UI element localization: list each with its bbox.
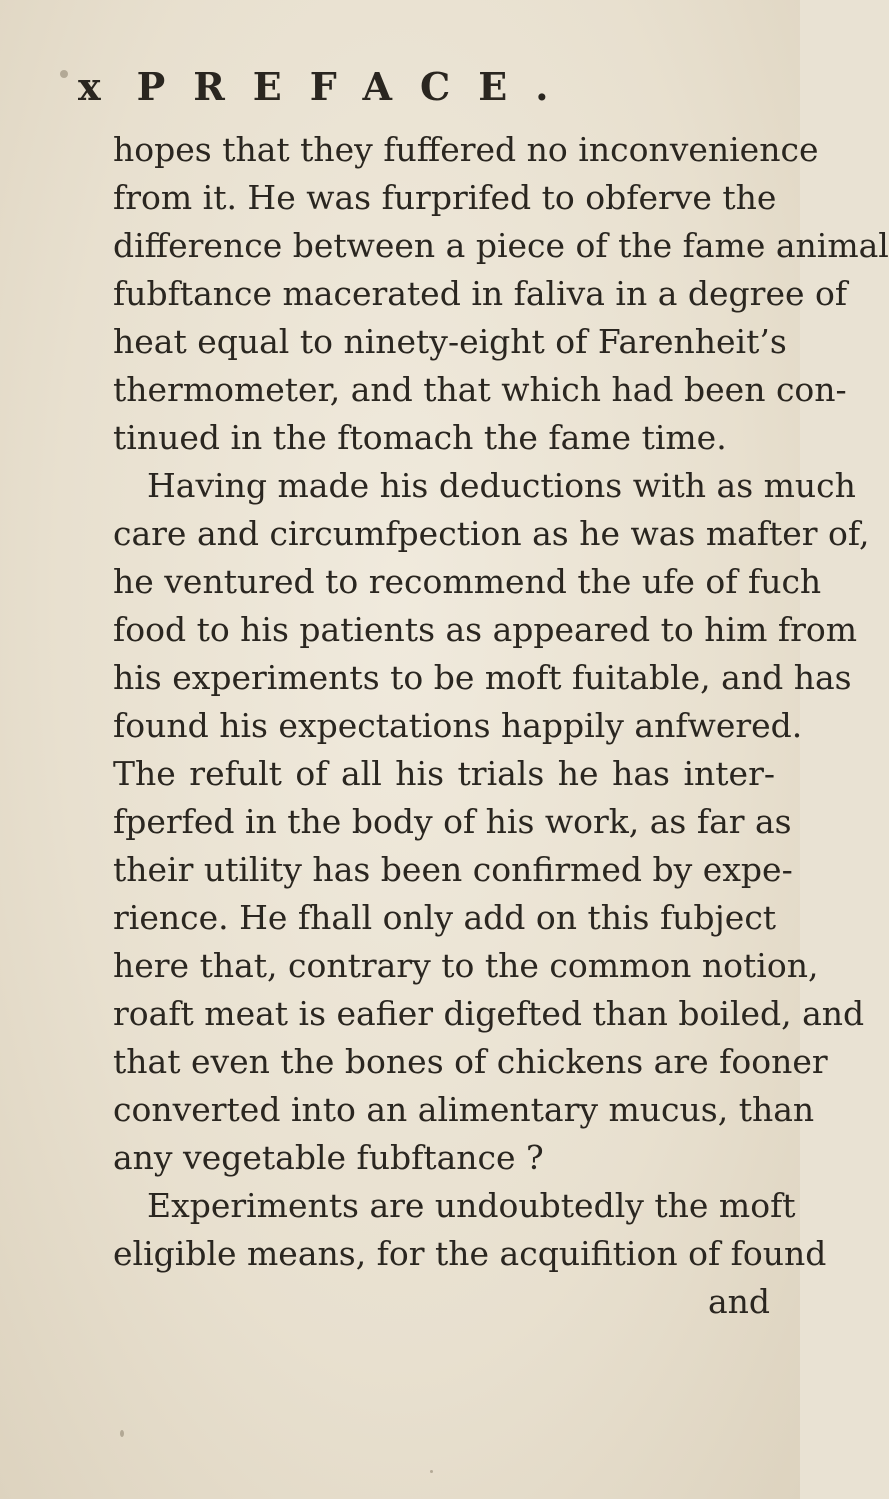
text-line: converted into an alimentary mucus, than — [113, 1090, 815, 1129]
text-line: tinued in the ftomach the fame time. — [113, 418, 727, 457]
text-line: Experiments are undoubtedly the moft — [147, 1186, 796, 1225]
text-line: roaft meat is eafier digefted than boiled, and — [113, 994, 865, 1033]
paper-speck — [120, 1430, 124, 1437]
text-line: found his expectations happily anfwered. — [113, 706, 803, 745]
paper-speck — [430, 1470, 433, 1473]
text-line: heat equal to ninety-eight of Farenheit’s — [113, 322, 787, 361]
text-line: difference between a piece of the fame animal — [113, 226, 889, 265]
text-line: Having made his deductions with as much — [147, 466, 856, 505]
text-line: their utility has been confirmed by expe- — [113, 850, 793, 889]
header-title: PREFACE. — [136, 64, 577, 109]
text-line: eligible means, for the acquifition of found — [113, 1234, 827, 1273]
text-line: fperfed in the body of his work, as far as — [113, 802, 792, 841]
text-line: care and circumfpection as he was mafter of, — [113, 514, 870, 553]
text-line: The refult of all his trials he has inter- — [113, 754, 775, 793]
paper-speck — [60, 70, 68, 78]
text-line: rience. He fhall only add on this fubject — [113, 898, 777, 937]
header-mark: x — [78, 64, 101, 109]
text-line: thermometer, and that which had been con- — [113, 370, 847, 409]
text-line: that even the bones of chickens are fooner — [113, 1042, 828, 1081]
text-line: he ventured to recommend the ufe of fuch — [113, 562, 822, 601]
text-line: food to his patients as appeared to him from — [113, 610, 857, 649]
text-line: hopes that they fuffered no inconvenience — [113, 130, 819, 169]
text-line: here that, contrary to the common notion, — [113, 946, 819, 985]
catchword: and — [707, 1282, 770, 1321]
text-line: from it. He was furprifed to obferve the — [113, 178, 777, 217]
text-line: fubftance macerated in faliva in a degree of — [113, 274, 848, 313]
text-line: any vegetable fubftance ? — [113, 1138, 544, 1177]
text-line: his experiments to be moft fuitable, and has — [113, 658, 852, 697]
